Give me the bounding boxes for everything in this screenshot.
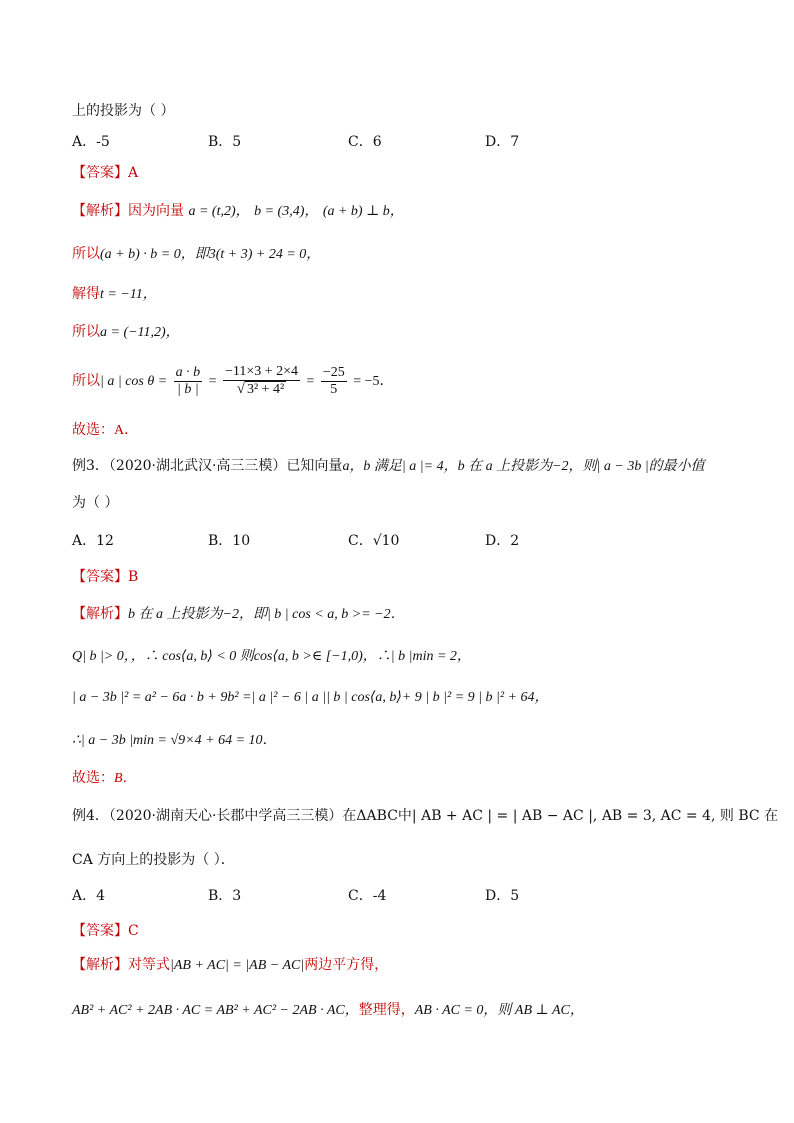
option-d: D．7 xyxy=(485,134,520,150)
text: 所以 xyxy=(72,373,100,389)
question-line: 例4．（2020·湖南天心·长郡中学高三三模）在ΔABC中| AB + AC | = | AB − AC |, AB = 3, AC = 4, 则 BC 在 xyxy=(72,808,779,824)
analysis-line xyxy=(72,201,404,222)
text: 所以 xyxy=(72,324,100,340)
option-a: A．4 xyxy=(72,888,106,904)
answer-value: A xyxy=(128,165,139,181)
fraction: $\frac{-25}{5}$ xyxy=(322,364,345,397)
analysis-line: 【解析】对等式|AB + AC| = |AB − AC|两边平方得， xyxy=(72,957,389,973)
option-d: D．5 xyxy=(485,888,520,904)
math: | a | cos θ = xyxy=(100,374,168,389)
conclusion-value: A． xyxy=(114,423,139,438)
math: a = (t,2)， xyxy=(188,204,250,219)
option-a: A．12 xyxy=(72,533,114,549)
fraction: $\frac{a \cdot b}{| b |}$ xyxy=(175,364,201,397)
analysis-line: 所以| a | cos θ = $\frac{a \cdot b}{| b |}$ = $\frac{-11\times 3 + 2\times 4}{\text{√ 3² + 4²}}$ = $\frac{-25}{5}$ = −5． xyxy=(72,364,394,397)
option-b: B．5 xyxy=(208,134,242,150)
question-line: 为（ ） xyxy=(72,495,119,511)
analysis-line xyxy=(72,322,180,343)
option-b: B．3 xyxy=(208,888,242,904)
analysis-line: Q| b |> 0，，∴ cos⟨a, b⟩ < 0 则cos⟨a, b >∈ [−1,0)，∴| b |min = 2， xyxy=(72,649,471,664)
analysis-line xyxy=(72,284,157,305)
math: t = −11， xyxy=(100,287,157,302)
question-line: 例3．（2020·湖北武汉·高三三模）已知向量a，b 满足| a |= 4，b 在 a 上投影为−2，则| a − 3b |的最小值 xyxy=(72,458,705,474)
analysis-line: 【解析】b 在 a 上投影为−2，即| b | cos < a, b >= −2． xyxy=(72,606,405,622)
math: (a + b) · b = 0，即3(t + 3) + 24 = 0， xyxy=(100,247,321,262)
text: 因为向量 xyxy=(128,203,184,219)
analysis-line: AB² + AC² + 2AB · AC = AB² + AC² − 2AB · AC，整理得，AB · AC = 0，则 AB ⊥ AC， xyxy=(72,1002,584,1018)
answer-label: 【答案】 xyxy=(72,165,128,181)
conclusion-line xyxy=(72,420,138,441)
answer-line: 【答案】B xyxy=(72,569,139,585)
fraction: $\frac{-11\times 3 + 2\times 4}{\text{√ 3² + 4²}}$ xyxy=(224,364,299,397)
math: a = (−11,2)， xyxy=(100,325,180,340)
text-line: 上的投影为（ ） xyxy=(72,103,175,119)
option-b: B．10 xyxy=(208,533,251,549)
question-line: CA 方向上的投影为（ ）． xyxy=(72,852,235,868)
math: b = (3,4)， xyxy=(254,204,319,219)
analysis-label: 【解析】 xyxy=(72,203,128,219)
option-c: C．-4 xyxy=(348,888,387,904)
analysis-line: | a − 3b |² = a² − 6a · b + 9b² =| a |² − 6 | a || b | cos⟨a, b⟩+ 9 | b |² = 9 | b |² + 64， xyxy=(72,690,549,705)
option-c: C．√10 xyxy=(348,533,400,549)
math: (a + b) ⊥ b， xyxy=(322,204,404,219)
option-d: D．2 xyxy=(485,533,520,549)
analysis-line: ∴| a − 3b |min = √9×4 + 64 = 10． xyxy=(72,733,277,748)
text: 所以 xyxy=(72,246,100,262)
conclusion-line: 故选：B． xyxy=(72,770,137,786)
analysis-line xyxy=(72,244,320,265)
option-a: A．-5 xyxy=(72,134,110,150)
answer-line xyxy=(72,163,138,183)
text: 解得 xyxy=(72,286,100,302)
option-c: C．6 xyxy=(348,134,382,150)
answer-line: 【答案】C xyxy=(72,923,139,939)
conclusion-label: 故选： xyxy=(72,422,114,438)
